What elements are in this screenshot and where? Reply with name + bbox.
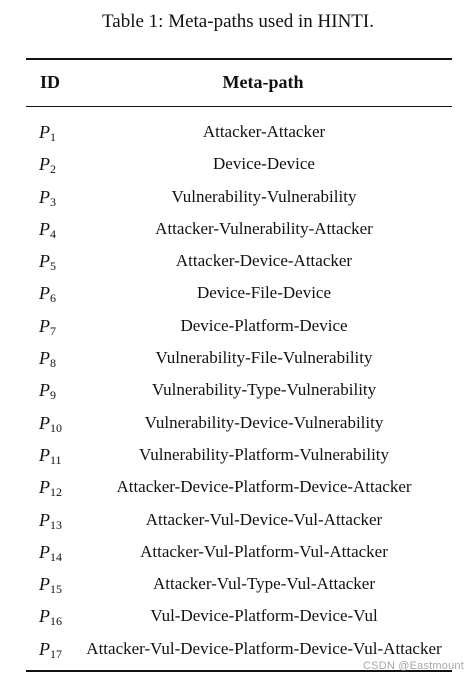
meta-path-id-subscript: 12 <box>50 485 62 500</box>
table-row <box>0 407 476 439</box>
meta-path-id-base: P <box>39 412 50 433</box>
meta-path-value: Vulnerability-File-Vulnerability <box>155 348 373 368</box>
header-id: ID <box>40 72 61 92</box>
table-row <box>0 213 476 245</box>
meta-path-id-base: P <box>39 444 50 465</box>
meta-path-id-base: P <box>39 154 50 175</box>
meta-path-id-subscript: 14 <box>50 549 62 564</box>
meta-path-id-base: P <box>39 541 50 562</box>
meta-path-value: Device-Platform-Device <box>180 315 348 335</box>
meta-path-id-base: P <box>39 315 50 336</box>
meta-path-id-base: P <box>39 477 50 498</box>
meta-path-id-base: P <box>39 380 50 401</box>
meta-path-id-base: P <box>39 638 50 659</box>
meta-path-value: Attacker-Vul-Device-Platform-Device-Vul-Attacker <box>86 638 442 658</box>
meta-path-id <box>39 633 62 670</box>
table-row <box>0 504 476 536</box>
meta-path-id-base: P <box>39 251 50 272</box>
meta-path-id-subscript: 16 <box>50 614 62 629</box>
table-header <box>0 68 476 96</box>
table-row <box>0 245 476 277</box>
meta-path-value: Attacker-Vul-Device-Vul-Attacker <box>145 509 383 529</box>
meta-path-id-subscript: 9 <box>50 388 56 403</box>
meta-path-value: Attacker-Vul-Platform-Vul-Attacker <box>140 541 388 561</box>
header-rule <box>26 106 452 107</box>
table-row <box>0 116 476 148</box>
meta-path-id-subscript: 2 <box>50 162 56 177</box>
meta-path-id-subscript: 11 <box>50 452 62 467</box>
meta-path-id-subscript: 13 <box>50 517 62 532</box>
header-metapath: Meta-path <box>222 72 304 92</box>
top-rule <box>26 58 452 60</box>
watermark: CSDN @Eastmount <box>363 660 464 672</box>
meta-path-id-base: P <box>39 218 50 239</box>
table-row <box>0 181 476 213</box>
meta-path-id-subscript: 4 <box>50 226 56 241</box>
meta-path-id-subscript: 6 <box>50 291 56 306</box>
table-row <box>0 439 476 471</box>
table-row <box>0 342 476 374</box>
table-caption: Table 1: Meta-paths used in HINTI. <box>102 11 374 32</box>
meta-path-id-base: P <box>39 122 50 142</box>
meta-path-id-subscript: 3 <box>50 194 56 209</box>
meta-path-value: Vulnerability-Type-Vulnerability <box>151 380 377 400</box>
meta-path-id-subscript: 8 <box>50 356 56 371</box>
meta-path-id-base: P <box>39 348 50 369</box>
table-row <box>0 471 476 503</box>
table-row <box>0 148 476 180</box>
meta-path-id-base: P <box>39 606 50 627</box>
meta-path-value: Attacker-Device-Platform-Device-Attacker <box>116 477 412 497</box>
meta-path-value: Vulnerability-Platform-Vulnerability <box>138 444 390 464</box>
meta-path-value: Attacker-Device-Attacker <box>175 251 353 271</box>
table-body <box>0 116 476 665</box>
meta-path-value: Device-Device <box>213 154 315 174</box>
meta-path-id-base: P <box>39 186 50 207</box>
meta-path-value: Attacker-Attacker <box>202 122 326 141</box>
table-row <box>0 600 476 632</box>
meta-path-value: Device-File-Device <box>196 283 332 303</box>
meta-path-id-base: P <box>39 283 50 304</box>
table-row <box>0 310 476 342</box>
meta-path-value: Vul-Device-Platform-Device-Vul <box>150 606 378 626</box>
table-row <box>0 277 476 309</box>
meta-path-id-base: P <box>39 509 50 530</box>
meta-path-id-subscript: 10 <box>50 420 62 435</box>
meta-path-id-subscript: 5 <box>50 259 56 274</box>
table-row <box>0 374 476 406</box>
meta-path-value: Attacker-Vulnerability-Attacker <box>155 218 373 238</box>
meta-path-value: Vulnerability-Device-Vulnerability <box>144 412 384 432</box>
meta-path-value: Attacker-Vul-Type-Vul-Attacker <box>152 574 376 594</box>
meta-path-id-subscript: 7 <box>50 323 56 338</box>
meta-path-id-subscript: 17 <box>50 646 62 661</box>
table-row <box>0 536 476 568</box>
meta-path-id-base: P <box>39 574 50 595</box>
meta-path-id-subscript: 15 <box>50 582 62 597</box>
meta-path-id-subscript: 1 <box>50 130 56 144</box>
meta-path-value: Vulnerability-Vulnerability <box>171 186 357 206</box>
table-row <box>0 568 476 600</box>
